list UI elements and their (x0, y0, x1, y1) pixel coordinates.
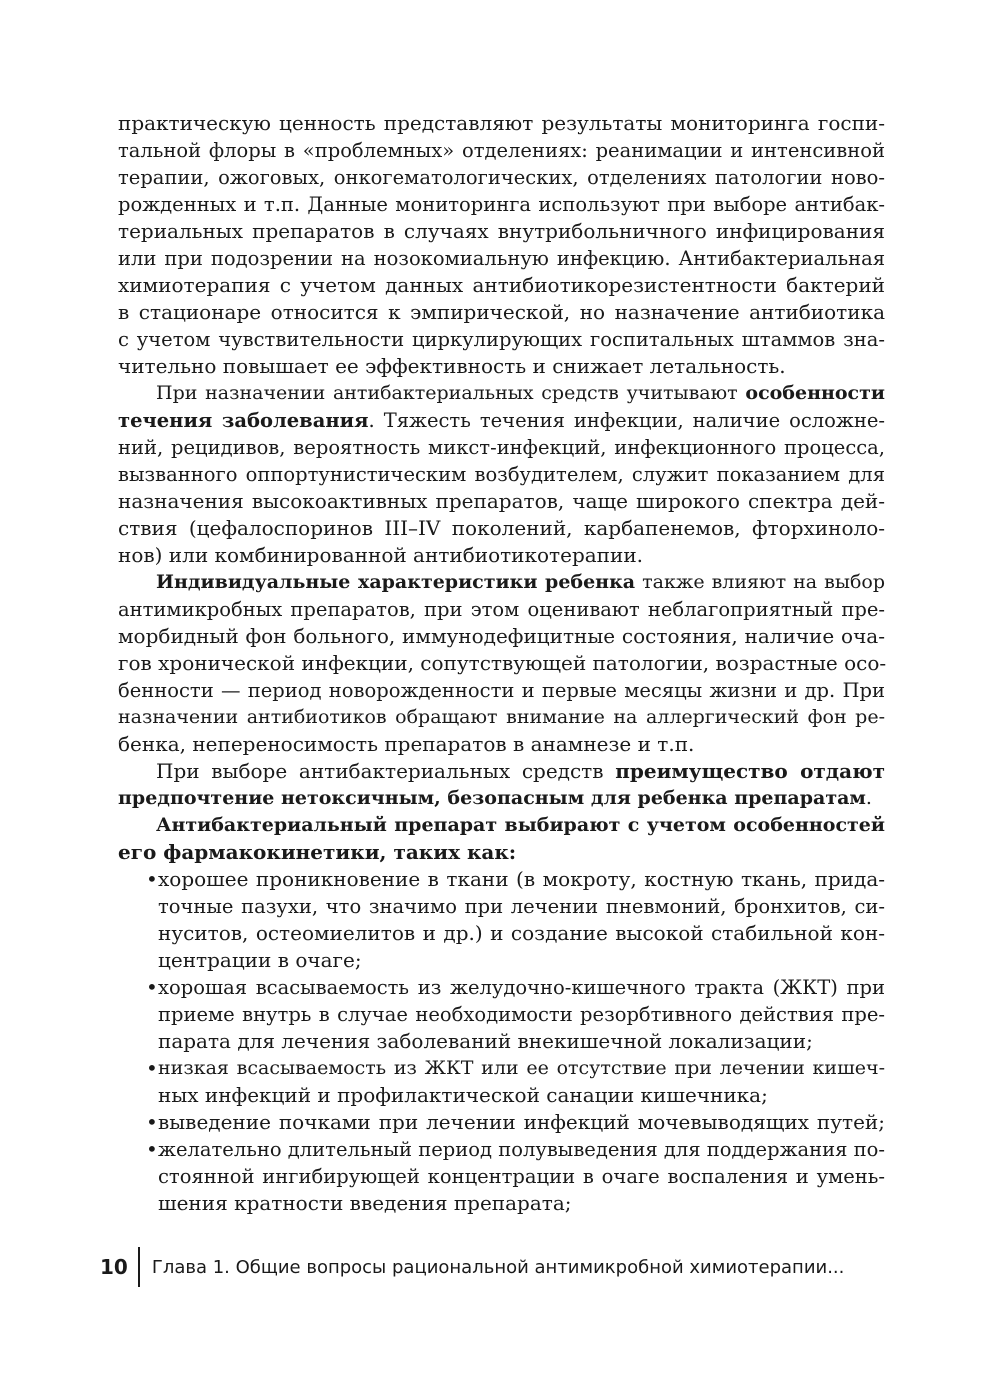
text-line: ных инфекций и профилактической санации кишечника; (158, 1083, 768, 1107)
paragraph-1 (118, 110, 885, 380)
text-line: приеме внутрь в случае необходимости резорбтивного действия пре- (158, 1003, 885, 1026)
bullet-mark: • (146, 867, 158, 891)
text-line: шения кратности введения препарата; (158, 1191, 572, 1215)
text-line: хорошая всасываемость из желудочно-кишечного тракта (ЖКТ) при (158, 976, 885, 999)
list-item (118, 1055, 885, 1109)
text-line: тальной флоры в «проблемных» отделениях: реанимации и интенсивной (118, 139, 885, 162)
bold-term: течения заболевания (118, 409, 369, 432)
text-line: морбидный фон больного, иммунодефицитные состояния, наличие оча- (118, 624, 885, 648)
text-line (118, 785, 885, 812)
text-line: центрации в очаге; (158, 948, 362, 972)
text-line: бенности — период новорожденности и первые месяцы жизни и др. При (118, 679, 885, 702)
text-line (118, 758, 885, 785)
page-body (118, 110, 885, 1217)
text-line: вызванного оппортунистическим возбудителем, служит показанием для (118, 463, 885, 486)
bullet-mark: • (146, 1056, 158, 1080)
text-line: антимикробных препаратов, при этом оценивают неблагоприятный пре- (118, 598, 885, 621)
text-line: гов хронической инфекции, сопутствующей патологии, возрастные осо- (118, 651, 887, 675)
text-line: или при подозрении на нозокомиальную инфекцию. Антибактериальная (118, 247, 885, 270)
paragraph-5 (118, 812, 885, 866)
text-line: нуситов, остеомиелитов и др.) и создание высокой стабильной кон- (158, 921, 885, 945)
text-line: хорошее проникновение в ткани (в мокроту, костную ткань, прида- (158, 867, 885, 891)
text-line: чительно повышает ее эффективность и снижает летальность. (118, 354, 786, 378)
plain-text: При назначении антибактериальных средств учитывают (156, 382, 746, 404)
paragraph-3 (118, 569, 885, 758)
text-line: бенка, непереносимость препаратов в анамнезе и т.п. (118, 732, 695, 756)
text-line: ний, рецидивов, вероятность микст-инфекций, инфекционного процесса, (118, 436, 885, 459)
paragraph-2 (118, 380, 885, 569)
bullet-mark: • (146, 1137, 158, 1161)
text-line: желательно длительный период полувыведения для поддержания по- (158, 1138, 885, 1161)
text-line: ствия (цефалоспоринов III–IV поколений, карбапенемов, фторхиноло- (118, 516, 885, 540)
text-line: его фармакокинетики, таких как: (118, 840, 517, 864)
text-line (118, 380, 885, 407)
text-line: рожденных и т.п. Данные мониторинга используют при выборе антибак- (118, 193, 885, 216)
text-line: низкая всасываемость из ЖКТ или ее отсутствие при лечении кишеч- (158, 1057, 885, 1079)
text-line: химиотерапия с учетом данных антибиотикорезистентности бактерий (118, 273, 885, 297)
text-line (118, 569, 885, 596)
plain-text: . (865, 787, 872, 809)
plain-text: также влияют на выбор (635, 571, 885, 593)
bullet-list (118, 866, 885, 1217)
paragraph-4 (118, 758, 885, 812)
plain-text: При выборе антибактериальных средств (156, 759, 616, 783)
bullet-mark: • (146, 975, 158, 999)
bold-term: особенности (745, 382, 885, 404)
text-line: в стационаре относится к эмпирической, но назначение антибиотика (118, 300, 885, 324)
text-line: практическую ценность представляют результаты мониторинга госпи- (118, 111, 885, 135)
text-line: териальных препаратов в случаях внутрибольничного инфицирования (118, 219, 885, 243)
bold-term: Индивидуальные характеристики ребенка (156, 571, 636, 593)
footer-divider (138, 1247, 140, 1287)
page-number: 10 (100, 1255, 128, 1279)
text-line: терапии, ожоговых, онкогематологических, отделениях патологии ново- (118, 166, 885, 189)
bold-term: предпочтение нетоксичным, безопасным для ребенка препаратам (118, 787, 866, 809)
text-line: стоянной ингибирующей концентрации в очаге воспаления и умень- (158, 1165, 885, 1188)
text-line: выведение почками при лечении инфекций мочевыводящих путей; (158, 1110, 885, 1134)
page-footer (100, 1247, 844, 1287)
bullet-mark: • (146, 1110, 158, 1134)
text-line: Антибактериальный препарат выбирают с учетом особенностей (156, 814, 885, 836)
chapter-title: Глава 1. Общие вопросы рациональной антимикробной химиотерапии... (151, 1256, 845, 1278)
text-line: нов) или комбинированной антибиотикотерапии. (118, 543, 644, 567)
text-line: точные пазухи, что значимо при лечении пневмоний, бронхитов, си- (158, 895, 885, 918)
text-line: парата для лечения заболеваний внекишечной локализации; (158, 1029, 813, 1053)
list-item (118, 974, 885, 1055)
text-line: с учетом чувствительности циркулирующих госпитальных штаммов зна- (118, 328, 885, 351)
plain-text: . Тяжесть течения инфекции, наличие осложне- (368, 409, 885, 432)
text-line: назначения высокоактивных препаратов, чаще широкого спектра дей- (118, 489, 885, 513)
bold-term: преимущество отдают (615, 759, 885, 783)
list-item (118, 1109, 885, 1136)
text-line: назначении антибиотиков обращают внимание на аллергический фон ре- (118, 706, 885, 728)
list-item (118, 866, 885, 974)
text-line (118, 407, 885, 434)
list-item (118, 1136, 885, 1217)
